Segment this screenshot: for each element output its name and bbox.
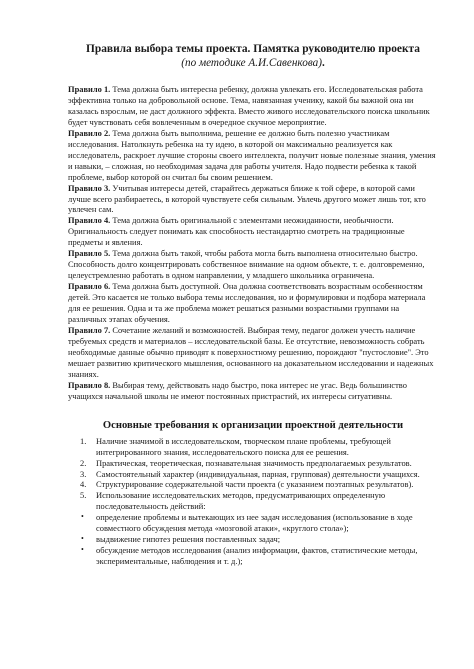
list-item-text: Практическая, теоретическая, познавательная значимость предполагаемых результатов. xyxy=(96,457,412,468)
list-item xyxy=(68,458,438,469)
rule-text: Тема должна быть выполнима, решение ее должно быть полезно участникам исследования. Натолкнуть ребенка на ту идею, в которой он максимально реализуется как исследователь, раскроет лучшие стороны своего интеллекта, получит новые полезные знания, умения и навыки, – сложная, но необходимая задача для работы учителя. Надо подвести ребенка к такой проблеме, выбор которой он считал бы своим решением. xyxy=(68,127,436,182)
rule-paragraph xyxy=(68,183,438,216)
list-item-text: Использование исследовательских методов, предусматривающих определенную последовательность действий: xyxy=(96,490,386,512)
rule-label: Правило 2. xyxy=(68,127,111,138)
rule-label: Правило 3. xyxy=(68,182,111,193)
rule-text: Сочетание желаний и возможностей. Выбирая тему, педагог должен учесть наличие требуемых средств и материалов – исследовательской базы. Ее отсутствие, невозможность собрать необходимые данные обычно приводят к поверхностному решению, порождают "пустословие". Это мешает развитию критического мышления, основанного на доказательном исследовании и надежных знаниях. xyxy=(68,324,434,379)
list-item-text: Структурирование содержательной части проекта (с указанием поэтапных результатов). xyxy=(96,479,414,490)
rule-label: Правило 8. xyxy=(68,379,111,390)
document-title: Правила выбора темы проекта. Памятка руководителю проекта xyxy=(86,43,420,55)
bullet-item xyxy=(68,545,438,567)
bullet-item-text: определение проблемы и вытекающих из нее задач исследования (использование в ходе совместного обсуждения метода «мозговой атаки», «круглого стола»); xyxy=(96,512,413,534)
rule-label: Правило 5. xyxy=(68,248,111,259)
title-block xyxy=(68,42,438,70)
list-item-text: Самостоятельный характер (индивидуальная, парная, групповая) деятельности учащихся. xyxy=(96,468,420,479)
rule-label: Правило 7. xyxy=(68,324,111,335)
list-item xyxy=(68,436,438,458)
rule-paragraph xyxy=(68,380,438,402)
rule-text: Выбирая тему, действовать надо быстро, пока интерес не угас. Ведь большинство учащихся начальной школы не имеют постоянных пристрастий, их интересы ситуативны. xyxy=(68,379,407,401)
subtitle-text: (по методике А.И.Савенкова) xyxy=(181,57,322,69)
list-number: 1. xyxy=(80,435,87,446)
rule-label: Правило 6. xyxy=(68,281,111,292)
list-item xyxy=(68,479,438,490)
bullet-item xyxy=(68,534,438,545)
rule-text: Тема должна быть доступной. Она должна соответствовать возрастным особенностям детей. Это касается не только выбора темы исследования, но и формулировки и подбора материала для ее решения. Одна и та же проблема может решаться разными возрастными группами на различных этапах обучения. xyxy=(68,281,426,325)
rule-paragraph xyxy=(68,84,438,128)
bullet-item xyxy=(68,512,438,534)
rules-section xyxy=(68,84,438,402)
list-item-text: Наличие значимой в исследовательском, творческом плане проблемы, требующей интегрированного знания, исследовательского поиска для ее решения. xyxy=(96,435,391,457)
method-steps-list xyxy=(68,512,438,567)
requirements-list xyxy=(68,436,438,513)
bullet-item-text: выдвижение гипотез решения поставленных задач; xyxy=(96,534,281,545)
rule-text: Тема должна быть оригинальной с элементами неожиданности, необычности. Оригинальность следует понимать как способность нестандартно смотреть на традиционные предметы и явления. xyxy=(68,215,405,248)
rule-label: Правило 1. xyxy=(68,84,111,94)
requirements-title: Основные требования к организации проектной деятельности xyxy=(102,419,404,431)
rule-text: Учитывая интересы детей, старайтесь держаться ближе к той сфере, в которой сами лучше всего разбираетесь, в которой чувствуете себя сильным. Увлечь другого может лишь тот, кто увлечен сам. xyxy=(68,182,426,215)
bullet-icon: • xyxy=(81,512,84,522)
list-number: 3. xyxy=(80,468,87,479)
document-subtitle xyxy=(68,56,438,70)
rule-paragraph xyxy=(68,128,438,183)
list-number: 4. xyxy=(80,479,87,490)
rule-paragraph xyxy=(68,325,438,380)
rule-text: Тема должна быть такой, чтобы работа могла быть выполнена относительно быстро. Способность долго концентрировать собственное внимание на одном объекте, т. е. долговременно, целеустремленно работать в одном направлении, у младшего школьника ограничена. xyxy=(68,248,425,281)
list-number: 5. xyxy=(80,490,87,501)
rule-label: Правило 4. xyxy=(68,215,111,226)
subtitle-period: . xyxy=(321,57,325,69)
rule-paragraph xyxy=(68,215,438,248)
bullet-item-text: обсуждение методов исследования (анализ информации, фактов, статистические методы, экспериментальные, наблюдения и т. д.); xyxy=(96,545,418,567)
list-number: 2. xyxy=(80,457,87,468)
list-item xyxy=(68,469,438,480)
rule-paragraph xyxy=(68,248,438,281)
rule-paragraph xyxy=(68,281,438,325)
rule-text: Тема должна быть интересна ребенку, должна увлекать его. Исследовательская работа эффективна только на добровольной основе. Тема, навязанная ученику, какой бы важной она ни казалась взрослым, не даст должного эффекта. Вместо живого исследовательского поиска школьник будет чувствовать себя вовлеченным в очередное скучное мероприятие. xyxy=(68,84,430,127)
bullet-icon: • xyxy=(81,545,84,555)
list-item xyxy=(68,490,438,512)
bullet-icon: • xyxy=(81,534,84,544)
